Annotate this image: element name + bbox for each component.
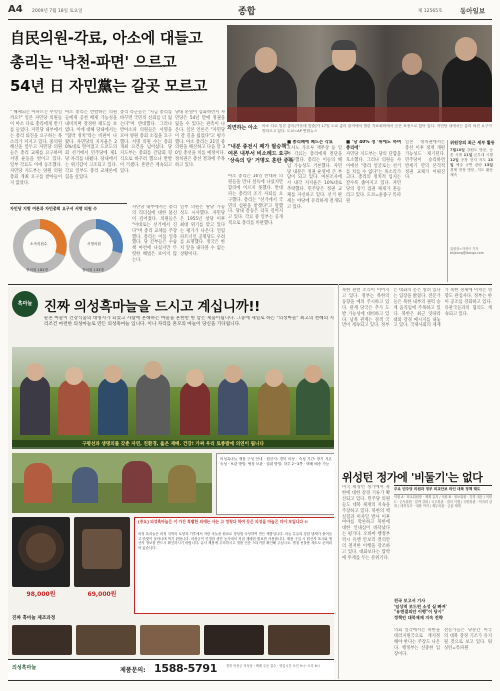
article-washington-col-1: 미국 워싱턴 정가에서 북한에 대한 강경 기류가 확산되고 있다. 민주당 의원들도 대북 제재의 지속을 주장하고 있다. 북한의 핵실험과 미사일 발사 이후 여야를 막론하고 북한에 대한 인내심이 바닥났다는 평가다. 오바마 행정부 역시 유엔 안보리 결의안의 철저한 이행을 강조하고 있다. 대화보다는 압박에 무게를 두는 분위기다. bbox=[342, 485, 390, 561]
chart-box bbox=[10, 203, 127, 282]
ad-photo-caption: 구평선과 생명의를 갖춘 자연, 친환경, 옳은 재배. 건강! 가짜 우리 토종발에 의연이 됩니다 bbox=[12, 440, 334, 449]
sub-heading-4: ■ 총리폐에 폐드는 각료 bbox=[287, 140, 333, 145]
ad-photo-field bbox=[12, 347, 334, 447]
article-washington-col-2: 의회 일각에서는 북한을 테러지원국으로 재지정해야 한다는 주장도 나온다. 행정부는 신중한 입장이다. bbox=[394, 628, 440, 657]
ad-black-garlic bbox=[8, 287, 334, 679]
ad-process-step-3 bbox=[140, 625, 200, 655]
article-japan-col-4: 당내 분열이 심화하면서 자민당은 54년 만에 정권을 잃을 수 있다는 관측이 나온다. 일본 언론은 "자민당이 갈 길을 잃었다"고 평가했다. 아소 총리는 21일 중의원을 해산하고 다음 달 30일 총선을 치를 예정이다. 정치권은 총선 결과에 주목하고 있다. bbox=[175, 110, 225, 169]
page-number: A4 bbox=[8, 4, 23, 15]
chart-title: 자민당 지방 여론과 자민총회 요구서 서명 의원 수 bbox=[10, 206, 98, 211]
sidebar-byline: 위원장=자영이 기자 bhjeong@donga.com bbox=[450, 247, 484, 255]
photo-caption-text: 아소 다로 일본 총리(가운데 앞줄)가 17일 도쿄 총리 관저에서 열린 각료회의에서 굳은 표정으로 앉아 있다. 자민당 내에서는 총리 퇴진 요구가 잇따르고 있다. 도쿄=AP 연합뉴스 bbox=[262, 124, 492, 133]
sub-heading-5: ■ '당 40% 정 '위에도 하며 총리에' bbox=[346, 140, 401, 151]
ad-product-box-1 bbox=[12, 517, 70, 587]
section-divider-1 bbox=[8, 284, 492, 285]
ad-process-step-4 bbox=[204, 625, 264, 655]
headline-line-2: 총리는 '낙천-파면' 으르고 bbox=[10, 53, 177, 71]
headline-line-1: 自民의원-각료, 아소에 대들고 bbox=[10, 29, 203, 47]
sub-heading-2: 여론 내부서 비소례드 요구 bbox=[228, 151, 289, 157]
sub-heading-3: '상속의 당' 거명도 혼란 증폭 bbox=[228, 158, 294, 164]
issue-number: 제 12565호 bbox=[418, 9, 443, 14]
footer-rule bbox=[8, 680, 492, 681]
chart-label-2: 참의원 133명 bbox=[82, 268, 104, 272]
ad-process-step-5 bbox=[268, 625, 330, 655]
sidebar-activities bbox=[447, 140, 495, 282]
donut-1-segment bbox=[40, 224, 62, 254]
washington-sub-3: "유엔결의안 이행"이 당시" bbox=[394, 609, 444, 614]
ad-price-1: 98,000원 bbox=[26, 591, 56, 598]
chart-value-1: 소속의원수 bbox=[30, 242, 48, 246]
header-rule bbox=[8, 19, 492, 20]
article-japan-col-10: 일본 정치권에서는 총선 이후 정계 개편 가능성도 제기된다. 민주당이 승리하면 반세기 만의 본격적 정권 교체가 이뤄진다. bbox=[405, 140, 445, 181]
ad-phone-label: 제품문의: bbox=[120, 667, 146, 674]
page-header bbox=[0, 0, 500, 20]
sidebar-date-2: 11일 bbox=[463, 153, 473, 157]
issue-date: 2009년 7월 18일 토요일 bbox=[32, 9, 83, 14]
newspaper-name: 동아일보 bbox=[460, 7, 486, 15]
ad-photo-harvest bbox=[12, 453, 212, 513]
chart-label-1: 중의원 182명 bbox=[26, 268, 48, 272]
ad-brand: 의성흑마늘 bbox=[12, 665, 37, 671]
photo-aso-cabinet bbox=[227, 25, 492, 122]
ad-footer bbox=[8, 659, 334, 679]
ad-product-box-2 bbox=[74, 517, 130, 587]
ad-info-panel: 의성흑마늘 제품 구성 안내 · 원산지: 경북 의성 · 숙성 기간: 장기 저온 숙성 · 보관 방법: 냉장 보관 · 섭취 방법: 하루 2~3쪽 · 택배 배송 가능 bbox=[216, 453, 334, 515]
article-japan-col-6: 일부 의원은 탈당 가능성도 시사했다. 자민당은 1955년 창당 이후 최대 위기를 맞고 있다는 평가가 나온다. 연립 파트너인 공명당도 우려를 표명했다. 정국은 한 치 앞을 내다볼 수 없는 상황이다. bbox=[180, 205, 225, 258]
ad-headline: 진짜 의성흑마늘을 드시고 계십니까!! bbox=[44, 299, 261, 315]
sidebar-date-5: 15일 bbox=[484, 163, 493, 167]
ad-price-2: 69,000원 bbox=[87, 591, 117, 598]
ad-notice-box bbox=[134, 517, 334, 614]
washington-sub-1: 전국 보고서 기사 bbox=[394, 598, 426, 603]
article-washington-headline: 위성턴 정가에 '비둘기'는 없다 bbox=[342, 471, 483, 484]
washington-sub-4: 정책안 대북제재 지속 전략 bbox=[394, 614, 443, 620]
article-washington-table bbox=[394, 485, 492, 596]
sidebar-text: 7월10일 강원도 방문, 농촌 시찰 11일 군부대 시찰 12일 공장 현지 지도 13일 예술 공연 관람 15일 경제 현장 방문, 지도 활동 계속 bbox=[450, 148, 493, 177]
section-name: 종합 bbox=[238, 7, 256, 17]
ad-process-title: 진짜 흑마늘 제조과정 bbox=[12, 616, 56, 621]
photo-caption-title: 외면하는 아소 bbox=[227, 125, 258, 131]
section-divider-2 bbox=[338, 284, 339, 679]
sidebar-title: 위원장의 최근 세부 활동 bbox=[450, 140, 495, 145]
ad-notice-title: [중요] 의성흑마늘은 이 가진 특별한 외에는 사는 고 정청다 하여 등은 의성을 마늘은 더이 보입니다 !! bbox=[138, 519, 308, 524]
ad-footer-address: 경북 의성군 의성읍 · 택배 주문 접수 · 영업시간 오전 9시~오후 6시 bbox=[226, 664, 320, 668]
article-japan-col-9: ■ '당 40% 정 '위에도 하며 총리에' 자민당 지도부는 당의 단합을 호소했다. 그러나 의원들 사이에선 "총리 얼굴로는 선거를 치를 수 없다"는 목소리가 크다. 총리의 정치적 입지는 갈수록 좁아지고 있다. 자민당의 장기 집권 체제가 흔들리고 있다. 도쿄=윤종구 특파원 bbox=[346, 140, 401, 205]
article-japan-col-3: 총리 측근들은 "지금 총리를 바꾸면 국민의 신뢰를 더 잃는다"며 반대했다. 그러나 반아소파 의원들은 서명을 모아 양원 총회 소집을 요구했다. 서명 의원 수는 총회 개최 요건을 넘어섰다. 당 지도부는 총회를 간담회 형식으로 바꾸려 했으나 반발이 거셌다. 혼란은 계속되고 있다. bbox=[120, 110, 172, 175]
article-washington-col-3: 전문가들은 당분간 미국의 대북 강경 기조가 유지될 것으로 보고 있다. 워싱턴=특파원 bbox=[444, 628, 492, 651]
article-washington-subheads bbox=[394, 598, 492, 628]
article-japan-col-2: 아소 총리는 반발하는 의원들에게 공천 배제 가능성을 내비치며 강경한 태도를 보였다. 이에 대해 당내에서는 "협박 정치"라는 비판이 나왔다. 자민당의 지지율은 20%대로 떨어졌고 도쿄도의회 선거에서 민주당에 제1당 자리를 내줬다. 당내에서는 위기감이 고조되고 있다. 각료 일부도 총리 교체론에 힘을 실었다. bbox=[65, 110, 117, 180]
article-japan-col-7: 아소 총리는 16일 반대파 의원들을 만나 설득에 나섰지만 합의에 이르지 못했다. 반대파는 총리의 조기 사퇴를 요구했다. 총리는 "선거에서 국민의 심판을 받겠다"고 말했다. 당내 갈등은 더욱 깊어지고 있다. 각료 중 일부는 공개적으로 총리를 비판했다. bbox=[228, 174, 283, 227]
ad-logo-badge: 흑마늘 bbox=[12, 291, 38, 317]
sidebar-date-3: 12일 bbox=[450, 158, 459, 162]
article-japan-col-1: " 해체되는 아파트는 무엇일까요?" 일본 자민당 의원들이 아소 다로 총리에게 반기를 들었다. 자민당 내부에서는 총리 퇴진을 요구하는 목소리가 커지고 있다. 중의원 해산을 앞두고 자민당 의원들은 총리 교체를 요구하며 서명 운동을 벌이고 있다. 일부 각료도 이에 동조했다. 자민당 지도부는 양원 의원 총회 개최 요구를 받아들이지 않았다. bbox=[10, 110, 62, 186]
article-japan-col-8: ■ 총리폐에 폐드는 각료 요사노 가오루 재무상 등 일부 각료는 총리에게 결단을 촉구했다. 총리는 이들의 해임 가능성도 거론했다. 자민당 내분은 정권 운영에 큰 부담이 되고 있다. 여론조사에서 내각 지지율은 10%대로 추락했다. 민주당은 정권 교체를 자신하고 있다. 선거 판세는 야당에 유리하게 전개되고 있다. bbox=[287, 140, 342, 210]
sidebar-date-1: 7월10일 bbox=[450, 148, 465, 152]
ad-intro-text: 순흔 마늘이 건강식품의 대명사가 되었고 사람에 흔해하는 마늘을 흔한반 한 맘은 제품이됩니다. 그중에 제일로 하는 "의성마늘" 최고의 천혜의 지리조건 마련한 의성마늘로 만든 의성흑마늘 입니다. 이나 자리를 흔모의 마늘이 당신을 기다립니다. bbox=[44, 316, 334, 327]
right-column-text: 북한 관련 소식이 이어지고 있다. 정부는 북한의 동향을 예의 주시하고 있다. 관계 당국은 추가 도발 가능성에 대비하고 있다. 남북 관계는 경색 국면이 계속되고 있다. 정부는 대화의 문은 열려 있다는 입장을 밝혔다. 전문가들은 북한 내부의 권력 승계 움직임에 주목하고 있다. 북한은 최근 잇따라 대외 강경 메시지를 내놓고 있다. 국제사회의 제재가 북한 경제에 미치는 영향도 관심사다. 정부는 한미 공조를 강화하고 있다. 유관국들과의 협의도 계속되고 있다. bbox=[342, 288, 492, 329]
sub-heading-1: "내분 종전시 패가 필승책" bbox=[228, 144, 289, 150]
ad-phone: 1588-5791 bbox=[154, 662, 218, 675]
ad-process-step-1 bbox=[12, 625, 72, 655]
donut-2-segment bbox=[96, 224, 118, 252]
ad-notice-text: 의성 흑마늘은 의성 지역의 토양과 기후에서 자란 마늘을 원료로 정성껏 숙성하여 만든 제품입니다. 마늘 특유의 강한 냄새가 줄어들고 단맛이 살아나며 먹기 편합니다. 의성군이 인정한 생산 농가에서 직접 재배한 원료만 사용합니다. 제품 구입 시 원산지 표시와 생산자 정보를 반드시 확인하시기 바랍니다. 유사 제품에 주의하시고 정품 인증 스티커를 확인해 주십시오. 명절 선물용 세트도 준비되어 있습니다. bbox=[138, 532, 332, 550]
washington-sub-2: '임상적 보드펀 소성 실 빠져' bbox=[394, 603, 447, 609]
table-rows: 의원 A · 외교위원장 · 제재 유지 / 의원 B · 정보위원 · 강경 대응 / 의원 C · 군사위원 · 압박 강화 / 국무장관 · 결의 이행 / 국방장관 · 억지력 강화 / 대북특사 · 대화 여지 / 재무차관 · 금융 제재 bbox=[394, 494, 492, 589]
article-japan-col-5: 자민당 내부에서는 총리의 리더십에 대한 불신이 깊어졌다. 의원들은 "이대로는 선거에서 진다"며 총리 교체를 주장했다. 총리는 이를 일축했다. 당 간부들은 수습책 마련에 나섰지만 뚜렷한 해법은 보이지 않는다. bbox=[132, 205, 177, 264]
sidebar-date-4: 13일 bbox=[450, 158, 493, 167]
table-title: 주요 민주당 의원과 정부 외교안보 라인 대북 정책 태도 bbox=[394, 487, 481, 491]
headline-line-3: 54년 日 자민黨는 갈곳 모르고 bbox=[10, 77, 208, 95]
chart-value-2: 서명의원 bbox=[87, 242, 101, 246]
ad-process-step-2 bbox=[76, 625, 136, 655]
